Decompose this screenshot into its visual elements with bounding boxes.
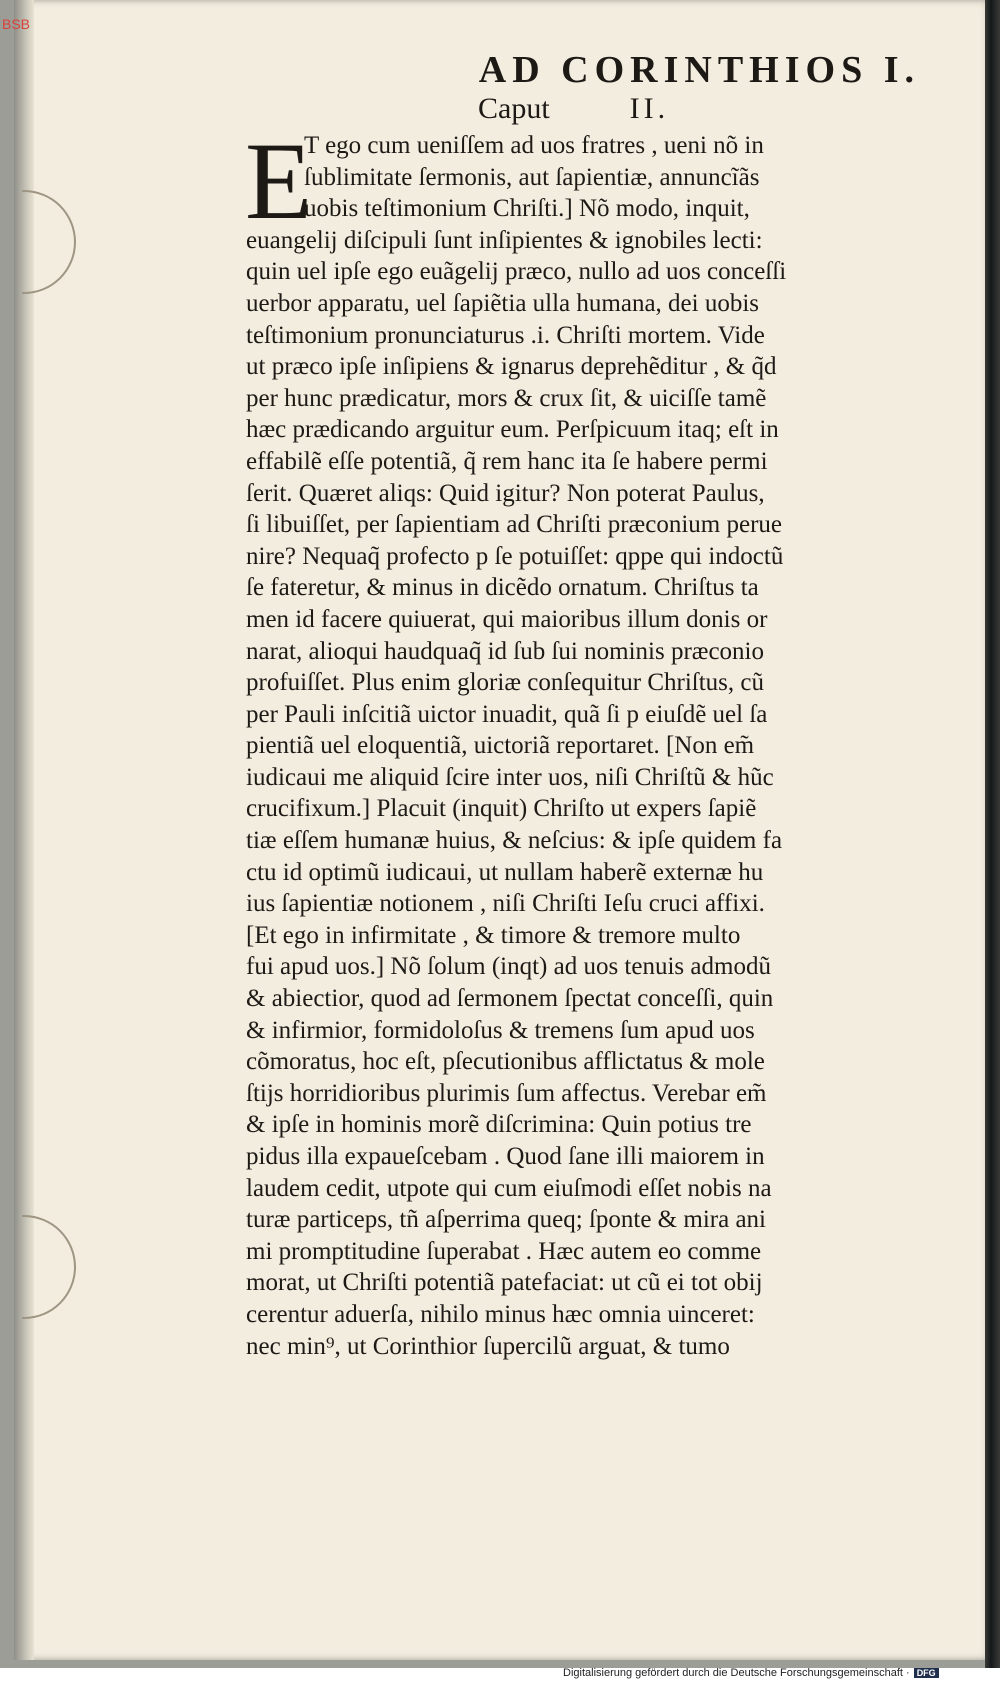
text-line: ut præco ipſe inſipiens & ignarus deprehẽditur , & q̃d xyxy=(246,353,777,381)
text-line: narat, alioqui haudquaq̃ id ſub ſui nominis præconio xyxy=(246,637,764,665)
text-line: morat, ut Chriſti potentiã patefaciat: ut cũ ei tot obij xyxy=(246,1269,763,1297)
cover-edge xyxy=(985,0,1000,1668)
text-line: iudicaui me aliquid ſcire inter uos, niſi Chriſtũ & hũc xyxy=(246,763,774,791)
text-line: hæc prædicando arguitur eum. Perſpicuum itaq; eſt in xyxy=(246,416,779,444)
text-line: profuiſſet. Plus enim gloriæ conſequitur Chriſtus, cũ xyxy=(246,669,765,697)
text-line: quin uel ipſe ego euãgelij præco, nullo ad uos conceſſi xyxy=(246,258,787,286)
text-line: [Et ego in infirmitate , & timore & tremore multo xyxy=(246,921,741,949)
text-line: per Pauli inſcitiã uictor inuadit, quã ſi p eiuſdẽ uel ſa xyxy=(246,700,768,728)
text-line: tiæ eſſem humanæ huius, & neſcius: & ipſe quidem fa xyxy=(246,827,783,855)
text-line: uerbor apparatu, uel ſapiẽtia ulla humana, dei uobis xyxy=(246,289,760,317)
running-head: AD CORINTHIOS I. xyxy=(478,49,920,91)
text-line: laudem cedit, utpote qui cum eiuſmodi eſſet nobis na xyxy=(246,1174,772,1202)
text-line: & infirmior, formidoloſus & tremens ſum apud uos xyxy=(246,1016,755,1044)
text-line: nire? Nequaq̃ profecto p ſe potuiſſet: qppe qui indoctũ xyxy=(246,542,784,570)
text-line: uobis teſtimonium Chriſti.] Nõ modo, inquit, xyxy=(304,195,750,223)
footer-text: Digitalisierung gefördert durch die Deutsche Forschungsgemeinschaft · xyxy=(563,1667,910,1679)
drop-capital: E xyxy=(245,120,313,242)
text-line: ſe fateretur, & minus in dicẽdo ornatum. Chriſtus ta xyxy=(246,574,759,602)
chapter-heading xyxy=(478,92,669,126)
text-line: ctu id optimũ iudicaui, ut nullam haberẽ externæ hu xyxy=(246,858,764,886)
text-line: pidus illa expaueſcebam . Quod ſane illi maiorem in xyxy=(246,1143,765,1170)
text-line: ſtijs horridioribus plurimis ſum affectus. Verebar em̃ xyxy=(246,1079,767,1107)
text-line: turæ particeps, tñ aſperrima queq; ſponte & mira ani xyxy=(246,1206,766,1234)
text-line: & abiectior, quod ad ſermonem ſpectat conceſſi, quin xyxy=(246,985,774,1013)
text-line: & ipſe in hominis morẽ diſcrimina: Quin potius tre xyxy=(246,1111,752,1139)
chapter-number: II. xyxy=(629,92,670,125)
text-line: ius ſapientiæ notionem , niſi Chriſti Ieſu cruci affixi. xyxy=(246,890,765,918)
text-line: pientiã uel eloquentiã, uictoriã reportaret. [Non em̃ xyxy=(246,732,755,760)
text-line: fui apud uos.] Nõ ſolum (inqt) ad uos tenuis admodũ xyxy=(246,953,771,981)
library-mark: BSB xyxy=(2,16,31,32)
text-line: T ego cum ueniſſem ad uos fratres , ueni nõ in xyxy=(304,132,764,159)
dfg-logo: DFG xyxy=(914,1668,939,1678)
text-line: cõmoratus, hoc eſt, pſecutionibus afflictatus & mole xyxy=(246,1048,765,1076)
chapter-label: Caput xyxy=(478,92,550,125)
text-line: per hunc prædicatur, mors & crux ſit, & uiciſſe tamẽ xyxy=(246,384,767,412)
text-line: men id facere quiuerat, qui maioribus illum donis or xyxy=(246,605,768,633)
text-line: ſi libuiſſet, per ſapientiam ad Chriſti præconium perue xyxy=(246,511,782,539)
text-line: ſerit. Quæret aliqs: Quid igitur? Non poterat Paulus, xyxy=(246,479,765,507)
text-line: ſublimitate ſermonis, aut ſapientiæ, annuncĩãs xyxy=(304,163,760,191)
text-line: euangelij diſcipuli ſunt inſipientes & ignobiles lecti: xyxy=(246,226,763,254)
text-line: crucifixum.] Placuit (inquit) Chriſto ut expers ſapiẽ xyxy=(246,795,757,823)
body-text xyxy=(245,120,946,1362)
text-line: cerentur aduerſa, nihilo minus hæc omnia uinceret: xyxy=(246,1300,755,1328)
text-line: nec min⁹, ut Corinthior ſupercilũ arguat, & tumo xyxy=(246,1332,730,1360)
text-line: mi promptitudine ſuperabat . Hæc autem eo comme xyxy=(246,1237,762,1265)
funding-footer xyxy=(563,1667,939,1679)
text-line: teſtimonium pronunciaturus .i. Chriſti mortem. Vide xyxy=(246,321,765,349)
text-line: effabilẽ eſſe potentiã, q̃ rem hanc ita ſe habere permi xyxy=(246,447,768,475)
